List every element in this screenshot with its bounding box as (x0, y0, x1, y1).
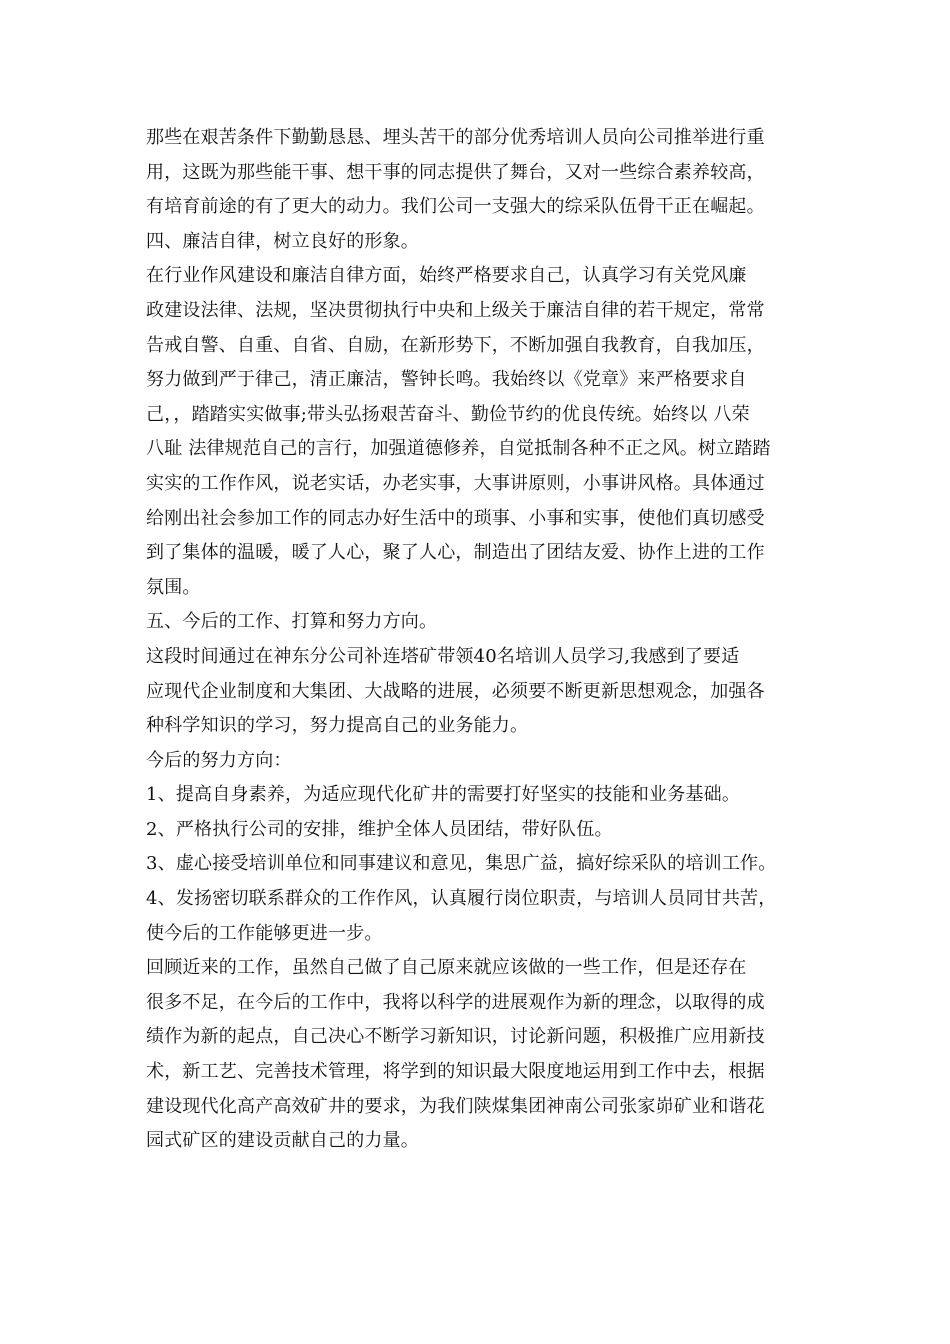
text-line: 己，，踏踏实实做事;带头弘扬艰苦奋斗、勤俭节约的优良传统。始终以 八荣 (146, 403, 750, 425)
text-line: 在行业作风建设和廉洁自律方面，始终严格要求自己，认真学习有关党风廉 (146, 265, 747, 287)
text-line: 建设现代化高产高效矿井的要求，为我们陕煤集团神南公司张家峁矿业和谐花 (146, 1095, 765, 1117)
text-line: 这段时间通过在神东分公司补连塔矿带领40名培训人员学习,我感到了要适 (146, 645, 740, 667)
text-line: 有培育前途的有了更大的动力。我们公司一支强大的综采队伍骨干正在崛起。 (146, 196, 765, 218)
list-item: 4、发扬密切联系群众的工作作风，认真履行岗位职责，与培训人员同甘共苦， (146, 888, 777, 910)
section-heading: 五、今后的工作、打算和努力方向。 (146, 611, 438, 633)
text-line: 氛围。 (146, 576, 201, 598)
text-line: 到了集体的温暖，暖了人心，聚了人心，制造出了团结友爱、协作上进的工作 (146, 542, 765, 564)
text-line: 那些在艰苦条件下勤勤恳恳、埋头苦干的部分优秀培训人员向公司推举进行重 (146, 127, 765, 148)
text-line: 回顾近来的工作，虽然自己做了自己原来就应该做的一些工作，但是还存在 (146, 957, 747, 979)
text-line: 术，新工艺、完善技术管理，将学到的知识最大限度地运用到工作中去，根据 (146, 1061, 765, 1083)
section-heading: 四、廉洁自律，树立良好的形象。 (146, 230, 419, 252)
text-line: 努力做到严于律己，清正廉洁，警钟长鸣。我始终以《党章》来严格要求自 (146, 369, 747, 391)
list-item: 3、虚心接受培训单位和同事建议和意见，集思广益，搞好综采队的培训工作。 (146, 853, 777, 875)
list-item: 2、严格执行公司的安排，维护全体人员团结，带好队伍。 (146, 818, 613, 840)
text-line: 今后的努力方向： (146, 749, 292, 771)
text-line: 园式矿区的建设贡献自己的力量。 (146, 1130, 419, 1152)
text-line: 告戒自警、自重、自省、自励，在新形势下，不断加强自我教育，自我加压， (146, 334, 765, 356)
text-line: 政建设法律、法规，坚决贯彻执行中央和上级关于廉洁自律的若干规定，常常 (146, 299, 765, 321)
document-body (146, 121, 836, 1159)
text-line: 八耻 法律规范自己的言行，加强道德修养，自觉抵制各种不正之风。树立踏踏 (146, 438, 771, 460)
text-line: 绩作为新的起点，自己决心不断学习新知识，讨论新问题，积极推广应用新技 (146, 1026, 765, 1048)
text-line: 很多不足，在今后的工作中，我将以科学的进展观作为新的理念，以取得的成 (146, 991, 765, 1013)
text-line: 种科学知识的学习，努力提高自己的业务能力。 (146, 715, 529, 737)
text-line: 使今后的工作能够更进一步。 (146, 922, 383, 944)
text-line: 应现代企业制度和大集团、大战略的进展，必须要不断更新思想观念，加强各 (146, 680, 765, 702)
text-line: 实实的工作作风，说老实话，办老实事，大事讲原则，小事讲风格。具体通过 (146, 472, 765, 494)
text-line: 用，这既为那些能干事、想干事的同志提供了舞台，又对一些综合素养较高， (146, 161, 765, 183)
list-item: 1、提高自身素养，为适应现代化矿井的需要打好坚实的技能和业务基础。 (146, 784, 741, 806)
text-line: 给刚出社会参加工作的同志办好生活中的琐事、小事和实事，使他们真切感受 (146, 507, 765, 529)
